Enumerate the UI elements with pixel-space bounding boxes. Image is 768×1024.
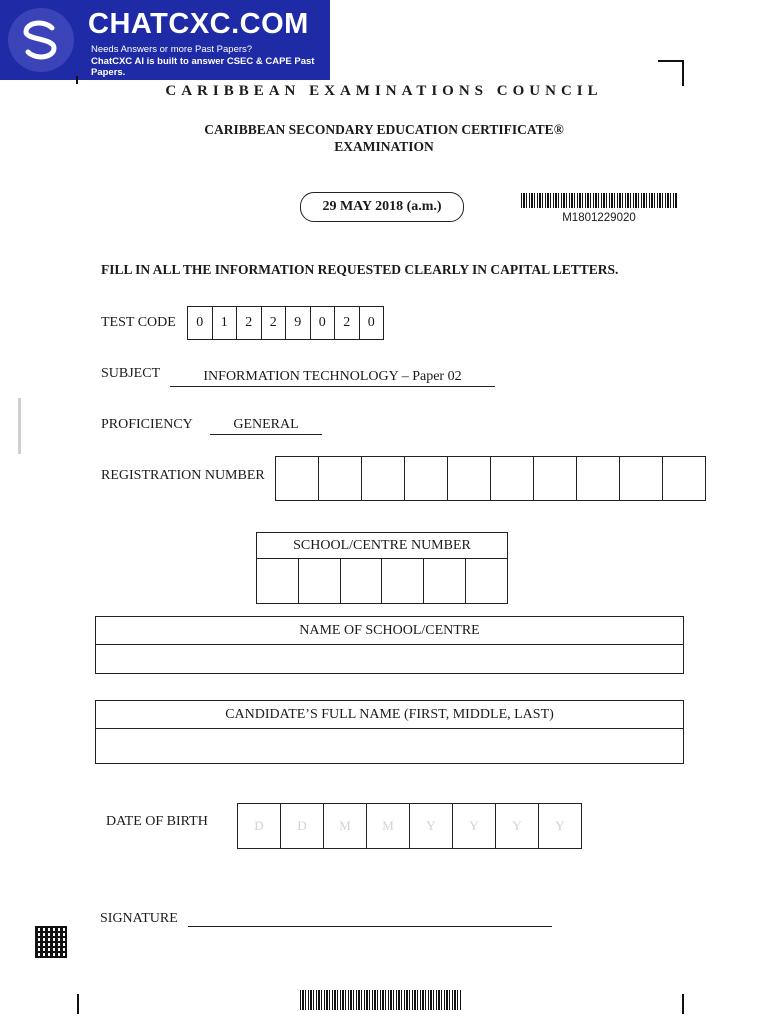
corner-mark — [658, 60, 684, 62]
candidate-name-field[interactable] — [96, 729, 683, 763]
registration-digit-box[interactable] — [319, 457, 362, 500]
school-name-label: NAME OF SCHOOL/CENTRE — [96, 617, 683, 645]
qr-code-icon — [35, 926, 67, 958]
test-code-digit: 2 — [262, 307, 287, 339]
certificate-heading: CARIBBEAN SECONDARY EDUCATION CERTIFICATE® — [204, 122, 564, 137]
school-centre-digit-box[interactable] — [341, 559, 383, 603]
school-centre-digit-box[interactable] — [299, 559, 341, 603]
test-code-digit: 2 — [335, 307, 360, 339]
school-centre-digit-box[interactable] — [382, 559, 424, 603]
proficiency-field[interactable]: GENERAL — [210, 417, 322, 435]
test-code-label: TEST CODE — [101, 315, 176, 330]
candidate-name-label: CANDIDATE’S FULL NAME (FIRST, MIDDLE, LAST) — [96, 701, 683, 729]
school-name-field[interactable] — [96, 645, 683, 673]
test-code-boxes — [187, 306, 384, 340]
school-centre-digit-box[interactable] — [466, 559, 507, 603]
school-centre-digit-box[interactable] — [424, 559, 466, 603]
registration-number-label: REGISTRATION NUMBER — [101, 468, 265, 483]
date-of-birth-label: DATE OF BIRTH — [106, 814, 208, 829]
test-code-digit: 0 — [188, 307, 213, 339]
subject-field[interactable]: INFORMATION TECHNOLOGY – Paper 02 — [170, 369, 495, 387]
chatcxc-logo-icon — [8, 8, 74, 72]
dob-year-box[interactable]: Y — [496, 804, 539, 848]
barcode-icon — [521, 193, 677, 208]
school-centre-digit-box[interactable] — [257, 559, 299, 603]
registration-digit-box[interactable] — [276, 457, 319, 500]
banner-tagline: Needs Answers or more Past Papers? — [91, 44, 253, 55]
scan-strip — [18, 398, 21, 454]
exam-date: 29 MAY 2018 (a.m.) — [300, 192, 464, 222]
banner-title: CHATCXC.COM — [88, 8, 309, 40]
candidate-name-box — [95, 700, 684, 764]
test-code-digit: 0 — [311, 307, 336, 339]
date-of-birth-boxes — [237, 803, 582, 849]
registration-digit-box[interactable] — [405, 457, 448, 500]
dob-year-box[interactable]: Y — [410, 804, 453, 848]
registration-digit-box[interactable] — [362, 457, 405, 500]
dob-month-box[interactable]: M — [367, 804, 410, 848]
registration-digit-box[interactable] — [620, 457, 663, 500]
barcode-number: M1801229020 — [562, 212, 636, 224]
dob-day-box[interactable]: D — [238, 804, 281, 848]
subject-label: SUBJECT — [101, 366, 161, 381]
dob-day-box[interactable]: D — [281, 804, 324, 848]
test-code-digit: 9 — [286, 307, 311, 339]
registration-number-boxes — [275, 456, 706, 501]
proficiency-label: PROFICIENCY — [101, 417, 193, 432]
school-centre-number-box — [256, 532, 508, 604]
registration-digit-box[interactable] — [663, 457, 705, 500]
test-code-digit: 2 — [237, 307, 262, 339]
dob-year-box[interactable]: Y — [555, 818, 565, 833]
registration-digit-box[interactable] — [577, 457, 620, 500]
council-heading: CARIBBEAN EXAMINATIONS COUNCIL — [165, 83, 603, 99]
dob-year-box[interactable]: Y — [453, 804, 496, 848]
edge-mark — [682, 994, 684, 1014]
registration-digit-box[interactable] — [491, 457, 534, 500]
signature-field[interactable] — [188, 926, 552, 927]
examination-heading: EXAMINATION — [334, 139, 434, 154]
signature-label: SIGNATURE — [100, 911, 178, 926]
registration-digit-box[interactable] — [534, 457, 577, 500]
chatcxc-banner[interactable] — [0, 0, 330, 80]
test-code-digit: 0 — [367, 315, 375, 330]
school-centre-number-label: SCHOOL/CENTRE NUMBER — [257, 533, 507, 559]
edge-mark — [77, 994, 79, 1014]
registration-digit-box[interactable] — [448, 457, 491, 500]
banner-subtagline: ChatCXC AI is built to answer CSEC & CAPE Past Papers. — [91, 56, 315, 78]
school-name-box — [95, 616, 684, 674]
dob-month-box[interactable]: M — [324, 804, 367, 848]
instruction-text: FILL IN ALL THE INFORMATION REQUESTED CLEARLY IN CAPITAL LETTERS. — [101, 262, 619, 277]
test-code-digit: 1 — [213, 307, 238, 339]
barcode-icon — [300, 990, 462, 1010]
